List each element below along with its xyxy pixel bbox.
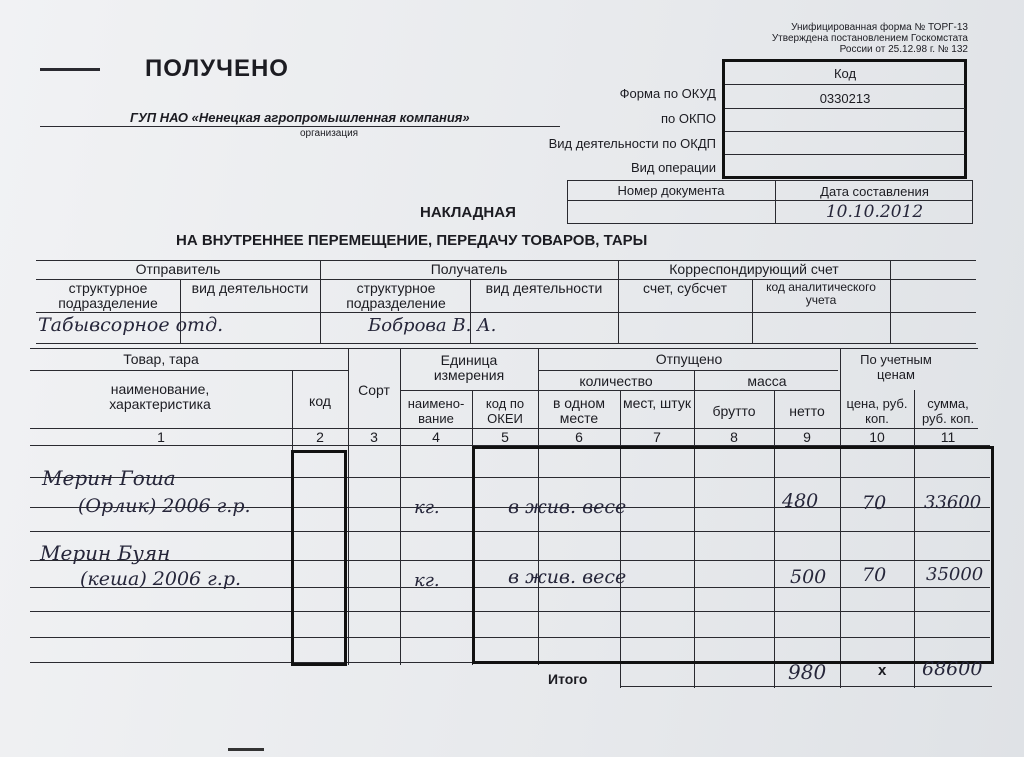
grid-line xyxy=(30,370,348,371)
okud-label: Форма по ОКУД xyxy=(619,86,716,101)
row1-unit: кг. xyxy=(414,497,440,518)
code-box-line xyxy=(725,154,965,155)
title-line1: НАКЛАДНАЯ xyxy=(420,204,516,221)
form-header-line1: Унифицированная форма № ТОРГ-13 xyxy=(791,22,968,33)
per-place-header: в одном месте xyxy=(552,395,606,426)
row1-mass-note: в жив. весе xyxy=(508,496,627,518)
form-header xyxy=(648,22,968,55)
okdp-label: Вид деятельности по ОКДП xyxy=(548,136,716,151)
unit-header: Единица измерения xyxy=(433,352,505,383)
sender-value: Табывсорное отд. xyxy=(38,314,224,336)
code-box-line xyxy=(725,131,965,132)
receiver-value: Боброва В. А. xyxy=(368,315,497,336)
grid-line xyxy=(620,686,992,687)
row2-sum: 35000 xyxy=(926,564,984,585)
doc-info-line xyxy=(567,200,973,201)
form-header-line3: России от 25.12.98 г. № 132 xyxy=(839,44,968,55)
corr-account-header: Корреспондирующий счет xyxy=(669,261,839,277)
quantity-header: количество xyxy=(579,373,653,389)
price-header: цена, руб. коп. xyxy=(846,396,908,426)
stray-mark xyxy=(228,748,264,751)
col-number: 1 xyxy=(157,429,165,445)
col-number: 7 xyxy=(653,429,661,445)
code-column-box xyxy=(291,450,347,666)
released-header: Отпущено xyxy=(655,351,723,367)
code-box-line xyxy=(725,108,965,109)
row1-net: 480 xyxy=(782,490,819,512)
sender-struct-unit: структурное подразделение xyxy=(58,280,158,311)
operation-label: Вид операции xyxy=(630,160,716,175)
organization-name: ГУП НАО «Ненецкая агропромышленная компания» xyxy=(130,110,470,125)
col-number: 8 xyxy=(730,429,738,445)
name-header: наименование, характеристика xyxy=(109,381,211,412)
code-header: Код xyxy=(833,66,857,81)
row2-name-line1: Мерин Буян xyxy=(40,541,171,565)
total-sum: 68600 xyxy=(922,658,983,680)
okpo-label: по ОКПО xyxy=(660,111,716,126)
row1-sum: 33600 xyxy=(924,492,982,513)
col-number: 3 xyxy=(370,429,378,445)
analytic-code: код аналитического учета xyxy=(766,280,876,307)
doc-date-label: Дата составления xyxy=(820,184,929,199)
organization-underline xyxy=(40,126,560,127)
receiver-struct-unit: структурное подразделение xyxy=(346,280,446,311)
col-number: 6 xyxy=(575,429,583,445)
sender-header: Отправитель xyxy=(135,261,221,277)
col-number: 2 xyxy=(316,429,324,445)
row2-price: 70 xyxy=(862,564,887,586)
total-price: х xyxy=(878,662,887,679)
row1-name-line2: (Орлик) 2006 г.р. xyxy=(78,495,251,517)
code-box-line xyxy=(725,84,965,85)
row2-net: 500 xyxy=(790,566,827,588)
doc-number-label: Номер документа xyxy=(617,183,725,198)
values-box xyxy=(472,446,994,664)
net-header: нетто xyxy=(789,403,825,419)
grade-header: Сорт xyxy=(358,382,390,398)
stamp-dash xyxy=(40,68,100,71)
receiver-activity: вид деятельности xyxy=(485,280,603,296)
parties-line xyxy=(36,343,976,344)
pieces-header: мест, штук xyxy=(623,395,691,411)
col-number: 5 xyxy=(501,429,509,445)
organization-caption: организация xyxy=(300,128,359,139)
col-number: 10 xyxy=(869,429,885,445)
form-header-line2: Утверждена постановлением Госкомстата xyxy=(771,33,968,44)
stamp-received: ПОЛУЧЕНО xyxy=(145,55,289,82)
goods-header: Товар, тара xyxy=(123,351,199,367)
receiver-header: Получатель xyxy=(430,261,508,277)
sum-header: сумма, руб. коп. xyxy=(921,396,975,426)
account-prices-header: По учетным ценам xyxy=(860,352,932,382)
unit-name-header: наимено-вание xyxy=(407,396,465,426)
mass-header: масса xyxy=(747,373,787,389)
total-net: 980 xyxy=(788,660,827,684)
code-header-col: код xyxy=(309,393,331,409)
parties-line xyxy=(36,312,976,313)
row2-mass-note: в жив. весе xyxy=(508,566,627,588)
grid-line xyxy=(30,348,978,349)
gross-header: брутто xyxy=(712,403,756,419)
row1-price: 70 xyxy=(862,492,887,514)
col-number: 9 xyxy=(803,429,811,445)
sender-activity: вид деятельности xyxy=(191,280,309,296)
grid-line xyxy=(538,370,838,371)
row1-name-line1: Мерин Гоша xyxy=(42,466,176,490)
col-number: 4 xyxy=(432,429,440,445)
parties-vline xyxy=(890,260,891,343)
total-label: Итого xyxy=(548,671,588,687)
row2-unit: кг. xyxy=(414,570,440,591)
col-number: 11 xyxy=(940,429,956,445)
okud-value: 0330213 xyxy=(819,91,871,106)
doc-date-value: 10.10.2012 xyxy=(825,202,924,222)
okei-header: код по ОКЕИ xyxy=(485,396,525,426)
account-subaccount: счет, субсчет xyxy=(643,280,727,296)
title-line2: НА ВНУТРЕННЕЕ ПЕРЕМЕЩЕНИЕ, ПЕРЕДАЧУ ТОВАРОВ, ТАРЫ xyxy=(176,232,648,249)
row2-name-line2: (кеша) 2006 г.р. xyxy=(80,568,242,590)
